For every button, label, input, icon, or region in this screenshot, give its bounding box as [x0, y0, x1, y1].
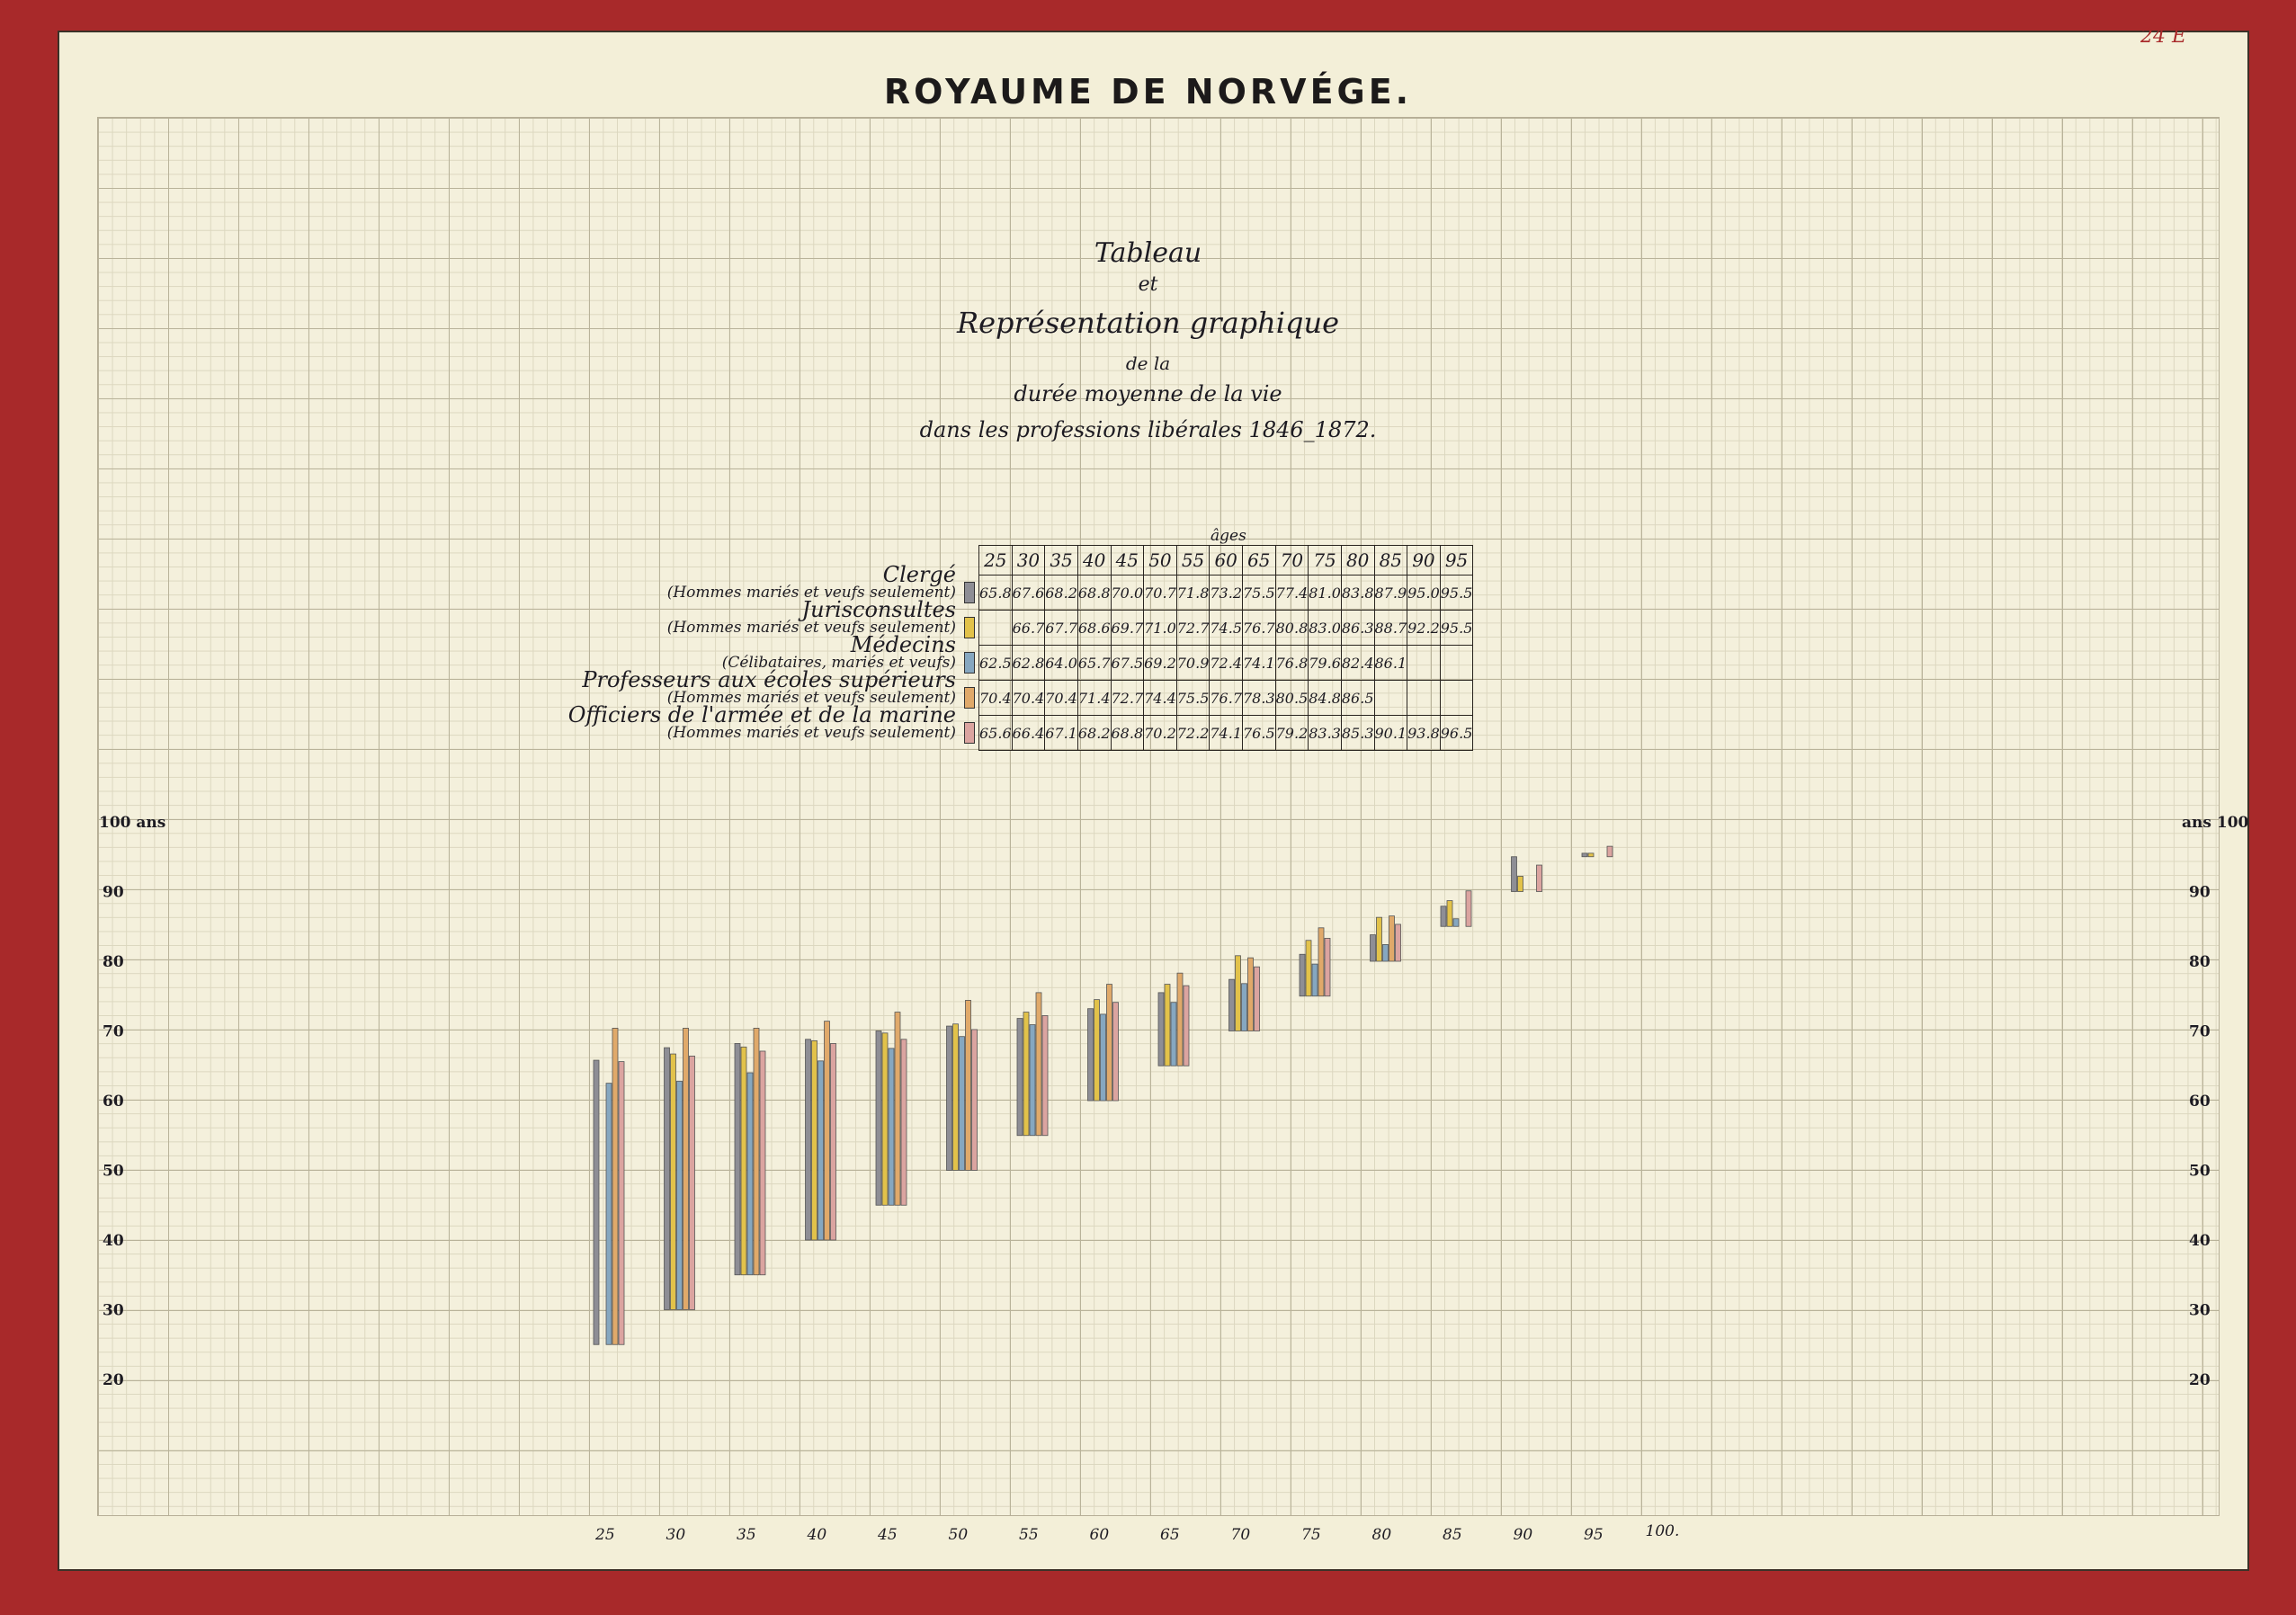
chart-bar	[953, 1024, 959, 1171]
row-label-note: (Hommes mariés et veufs seulement)	[666, 619, 956, 637]
table-cell: 64.0	[1045, 646, 1078, 681]
chart-bar	[1371, 935, 1376, 961]
table-cell: 83.3	[1309, 716, 1342, 751]
chart-bar	[735, 1043, 740, 1274]
table-cell: 83.8	[1341, 576, 1374, 611]
table-cell: 65.6	[979, 716, 1013, 751]
chart-bar	[812, 1040, 817, 1240]
table-cell: 68.8	[1077, 576, 1111, 611]
table-cell: 95.5	[1440, 611, 1473, 646]
table-cell: 95.5	[1440, 576, 1473, 611]
table-cell: 72.7	[1111, 681, 1144, 716]
table-cell: 85.3	[1341, 716, 1374, 751]
table-cell: 71.8	[1176, 576, 1210, 611]
chart-bar	[806, 1039, 811, 1240]
table-cell: 86.3	[1341, 611, 1374, 646]
table-cell: 67.1	[1045, 716, 1078, 751]
chart-bar	[1158, 993, 1164, 1066]
y-tick-label-right: 40	[2189, 1232, 2211, 1250]
chart-bar	[947, 1026, 952, 1170]
chart-bar	[1389, 916, 1395, 961]
chart-bar	[1255, 967, 1260, 1031]
table-cell: 66.7	[1012, 611, 1045, 646]
table-cell: 86.1	[1374, 646, 1407, 681]
y-tick-label: 80	[103, 953, 124, 971]
x-tick-label: 30	[666, 1526, 686, 1544]
row-label-note: (Hommes mariés et veufs seulement)	[666, 724, 956, 742]
chart-bar	[1242, 984, 1247, 1031]
chart-bar	[1537, 865, 1542, 891]
table-cell: 72.2	[1176, 716, 1210, 751]
chart-bar	[1377, 917, 1382, 961]
chart-bar	[1396, 924, 1401, 961]
table-cell: 67.5	[1111, 646, 1144, 681]
y-tick-label: 90	[103, 883, 124, 902]
table-cell: 68.6	[1077, 611, 1111, 646]
chart-bar	[1229, 979, 1235, 1031]
table-cell: 69.7	[1111, 611, 1144, 646]
chart-bar	[876, 1031, 881, 1206]
table-column-header: 55	[1176, 546, 1210, 576]
chart-bar	[1441, 906, 1446, 926]
table-cell: 68.8	[1111, 716, 1144, 751]
chart-bar	[1177, 973, 1183, 1066]
row-label-note: (Hommes mariés et veufs seulement)	[666, 584, 956, 602]
y-tick-label: 50	[103, 1162, 124, 1181]
x-tick-label: 75	[1301, 1526, 1321, 1544]
chart-bar	[831, 1043, 836, 1240]
chart-bar	[1582, 853, 1587, 857]
table-cell: 82.4	[1341, 646, 1374, 681]
table-column-header: 90	[1407, 546, 1441, 576]
y-top-label: 100 ans	[99, 814, 166, 832]
chart-bar	[1236, 956, 1241, 1031]
chart-bar	[1453, 919, 1459, 927]
row-label-note: (Hommes mariés et veufs seulement)	[666, 689, 956, 707]
chart-bar	[677, 1081, 683, 1309]
table-cell: 68.2	[1045, 576, 1078, 611]
table-cell: 74.5	[1210, 611, 1243, 646]
y-tick-label: 70	[103, 1022, 124, 1041]
y-tick-label: 30	[103, 1301, 124, 1320]
row-label-name: Clergé	[882, 562, 956, 587]
table-cell: 62.5	[979, 646, 1013, 681]
chart-bar	[1325, 938, 1330, 995]
x-tick-label: 90	[1513, 1526, 1533, 1544]
chart-bar	[972, 1030, 978, 1171]
x-tick-label: 50	[948, 1526, 969, 1544]
table-cell: 70.0	[1111, 576, 1144, 611]
chart-bar	[889, 1048, 894, 1205]
chart-bar	[1030, 1025, 1035, 1136]
chart-bar	[966, 1000, 971, 1170]
chart-bar	[882, 1033, 888, 1205]
table-cell: 72.7	[1176, 611, 1210, 646]
chart-bar	[1023, 1013, 1029, 1136]
table-cell: 70.9	[1176, 646, 1210, 681]
table-cell: 67.7	[1045, 611, 1078, 646]
table-cell: 92.2	[1407, 611, 1441, 646]
y-tick-label: 20	[103, 1371, 124, 1389]
chart-bar	[1184, 986, 1189, 1066]
chart-bar	[1171, 1003, 1176, 1066]
table-cell: 93.8	[1407, 716, 1441, 751]
table-cell: 70.7	[1144, 576, 1177, 611]
table-cell: 96.5	[1440, 716, 1473, 751]
chart-bar	[619, 1062, 624, 1345]
table-cell: 74.1	[1210, 716, 1243, 751]
y-tick-label: 40	[103, 1232, 124, 1250]
chart-bar	[901, 1039, 907, 1205]
table-cell: 71.0	[1144, 611, 1177, 646]
table-column-header: 95	[1440, 546, 1473, 576]
y-tick-label: 60	[103, 1093, 124, 1111]
chart-bar	[606, 1084, 612, 1345]
x-tick-label: 55	[1019, 1526, 1039, 1544]
x-tick-label: 85	[1443, 1526, 1462, 1544]
table-cell: 76.7	[1210, 681, 1243, 716]
table-cell: 70.4	[1012, 681, 1045, 716]
page-title: ROYAUME DE NORVÉGE.	[883, 72, 1413, 112]
table-cell: 76.8	[1275, 646, 1309, 681]
chart-bar	[818, 1061, 824, 1240]
y-tick-label-right: 90	[2189, 883, 2211, 902]
chart-bar	[825, 1022, 830, 1240]
chart-bar	[1036, 993, 1041, 1136]
chart-bar	[1165, 985, 1170, 1066]
chart-bar	[683, 1028, 689, 1309]
table-cell: 68.2	[1077, 716, 1111, 751]
table-column-header: 70	[1275, 546, 1309, 576]
subtitle-line-3: Représentation graphique	[956, 306, 1339, 340]
table-column-header: 75	[1309, 546, 1342, 576]
table-cell: 75.5	[1176, 681, 1210, 716]
x-tick-label: 80	[1371, 1526, 1392, 1544]
table-column-header: 60	[1210, 546, 1243, 576]
row-label-name: Officiers de l'armée et de la marine	[567, 702, 956, 727]
chart-bar	[1042, 1015, 1048, 1135]
y-tick-label-right: 50	[2189, 1162, 2211, 1181]
table-cell: 95.0	[1407, 576, 1441, 611]
table-column-header: 40	[1077, 546, 1111, 576]
ages-header: âges	[1211, 527, 1246, 545]
table-cell: 70.4	[1045, 681, 1078, 716]
table-cell: 76.7	[1243, 611, 1276, 646]
table-column-header: 50	[1144, 546, 1177, 576]
chart-bar	[1306, 941, 1311, 996]
table-column-header: 65	[1243, 546, 1276, 576]
y-tick-label-right: 20	[2189, 1371, 2211, 1389]
x-tick-label: 100.	[1645, 1522, 1680, 1540]
table-cell: 74.4	[1144, 681, 1177, 716]
table-column-header: 30	[1012, 546, 1045, 576]
table-cell: 66.4	[1012, 716, 1045, 751]
chart-bar	[895, 1013, 900, 1206]
table-cell: 70.4	[979, 681, 1013, 716]
chart-bar	[1588, 853, 1594, 857]
chart-bar	[960, 1037, 965, 1171]
x-tick-label: 25	[595, 1526, 615, 1544]
y-tick-label-right: 70	[2189, 1022, 2211, 1041]
table-cell: 80.5	[1275, 681, 1309, 716]
chart-bar	[1312, 964, 1318, 996]
subtitle-line-1: Tableau	[1094, 237, 1202, 269]
table-cell: 65.7	[1077, 646, 1111, 681]
chart-bar	[1447, 901, 1452, 927]
chart-bar	[1017, 1019, 1023, 1136]
subtitle-line-6: dans les professions libérales 1846_1872.	[919, 417, 1377, 442]
chart-bar	[671, 1054, 676, 1309]
table-cell: 70.2	[1144, 716, 1177, 751]
chart-bar	[1512, 857, 1517, 892]
chart-bar	[1113, 1003, 1119, 1101]
x-tick-label: 65	[1160, 1526, 1180, 1544]
table-cell: 78.3	[1243, 681, 1276, 716]
table-column-header: 85	[1374, 546, 1407, 576]
table-cell: 86.5	[1341, 681, 1374, 716]
chart-bar	[612, 1028, 618, 1344]
table-cell: 79.6	[1309, 646, 1342, 681]
table-cell: 83.0	[1309, 611, 1342, 646]
x-tick-label: 70	[1230, 1526, 1251, 1544]
subtitle-line-2: et	[1138, 273, 1158, 296]
table-cell: 77.4	[1275, 576, 1309, 611]
chart-bar	[754, 1028, 759, 1274]
table-cell: 75.5	[1243, 576, 1276, 611]
subtitle-line-5: durée moyenne de la vie	[1014, 381, 1282, 406]
table-cell: 67.6	[1012, 576, 1045, 611]
table-cell: 65.8	[979, 576, 1013, 611]
table-cell: 87.9	[1374, 576, 1407, 611]
y-tick-label-right: 30	[2189, 1301, 2211, 1320]
row-label-name: Médecins	[850, 632, 956, 657]
sheet-number: 24 E	[2140, 25, 2187, 48]
x-tick-label: 35	[737, 1526, 756, 1544]
row-label-name: Jurisconsultes	[801, 597, 956, 622]
chart-bar	[1101, 1014, 1106, 1101]
table-cell: 62.8	[1012, 646, 1045, 681]
table-cell: 73.2	[1210, 576, 1243, 611]
x-tick-label: 45	[878, 1526, 898, 1544]
table-cell: 79.2	[1275, 716, 1309, 751]
table-cell: 76.5	[1243, 716, 1276, 751]
chart-bar	[1248, 958, 1254, 1031]
chart-bar	[690, 1056, 695, 1309]
table-cell: 90.1	[1374, 716, 1407, 751]
table-column-header: 45	[1111, 546, 1144, 576]
chart-bar	[1383, 944, 1389, 961]
table-column-header: 25	[979, 546, 1013, 576]
chart-bar	[741, 1047, 746, 1274]
chart-bar	[1107, 985, 1112, 1101]
chart-bar	[1300, 954, 1305, 996]
table-cell: 74.1	[1243, 646, 1276, 681]
chart-bar	[1466, 891, 1471, 927]
subtitle-line-4: de la	[1125, 352, 1171, 374]
table-cell: 71.4	[1077, 681, 1111, 716]
row-label-name: Professeurs aux écoles supérieurs	[582, 667, 956, 692]
x-tick-label: 95	[1584, 1526, 1604, 1544]
x-tick-label: 40	[807, 1526, 827, 1544]
table-column-header: 80	[1341, 546, 1374, 576]
table-cell: 72.4	[1210, 646, 1243, 681]
table-cell: 69.2	[1144, 646, 1177, 681]
chart-bar	[1094, 1000, 1100, 1101]
table-cell: 81.0	[1309, 576, 1342, 611]
row-label-note: (Célibataires, mariés et veufs)	[721, 654, 956, 672]
table-cell: 88.7	[1374, 611, 1407, 646]
table-cell: 80.8	[1275, 611, 1309, 646]
table-cell: 84.8	[1309, 681, 1342, 716]
chart-bar	[1088, 1009, 1094, 1101]
chart-bar	[760, 1051, 765, 1275]
y-top-label-right: ans 100	[2182, 814, 2249, 832]
y-tick-label-right: 60	[2189, 1093, 2211, 1111]
y-tick-label-right: 80	[2189, 953, 2211, 971]
chart-bar	[1518, 876, 1523, 891]
chart-bar	[1318, 928, 1324, 996]
chart-bar	[1607, 846, 1613, 857]
chart-bar	[747, 1073, 753, 1275]
chart-bar	[594, 1060, 599, 1344]
x-tick-label: 60	[1089, 1526, 1110, 1544]
chart-bar	[665, 1048, 670, 1309]
table-column-header: 35	[1045, 546, 1078, 576]
